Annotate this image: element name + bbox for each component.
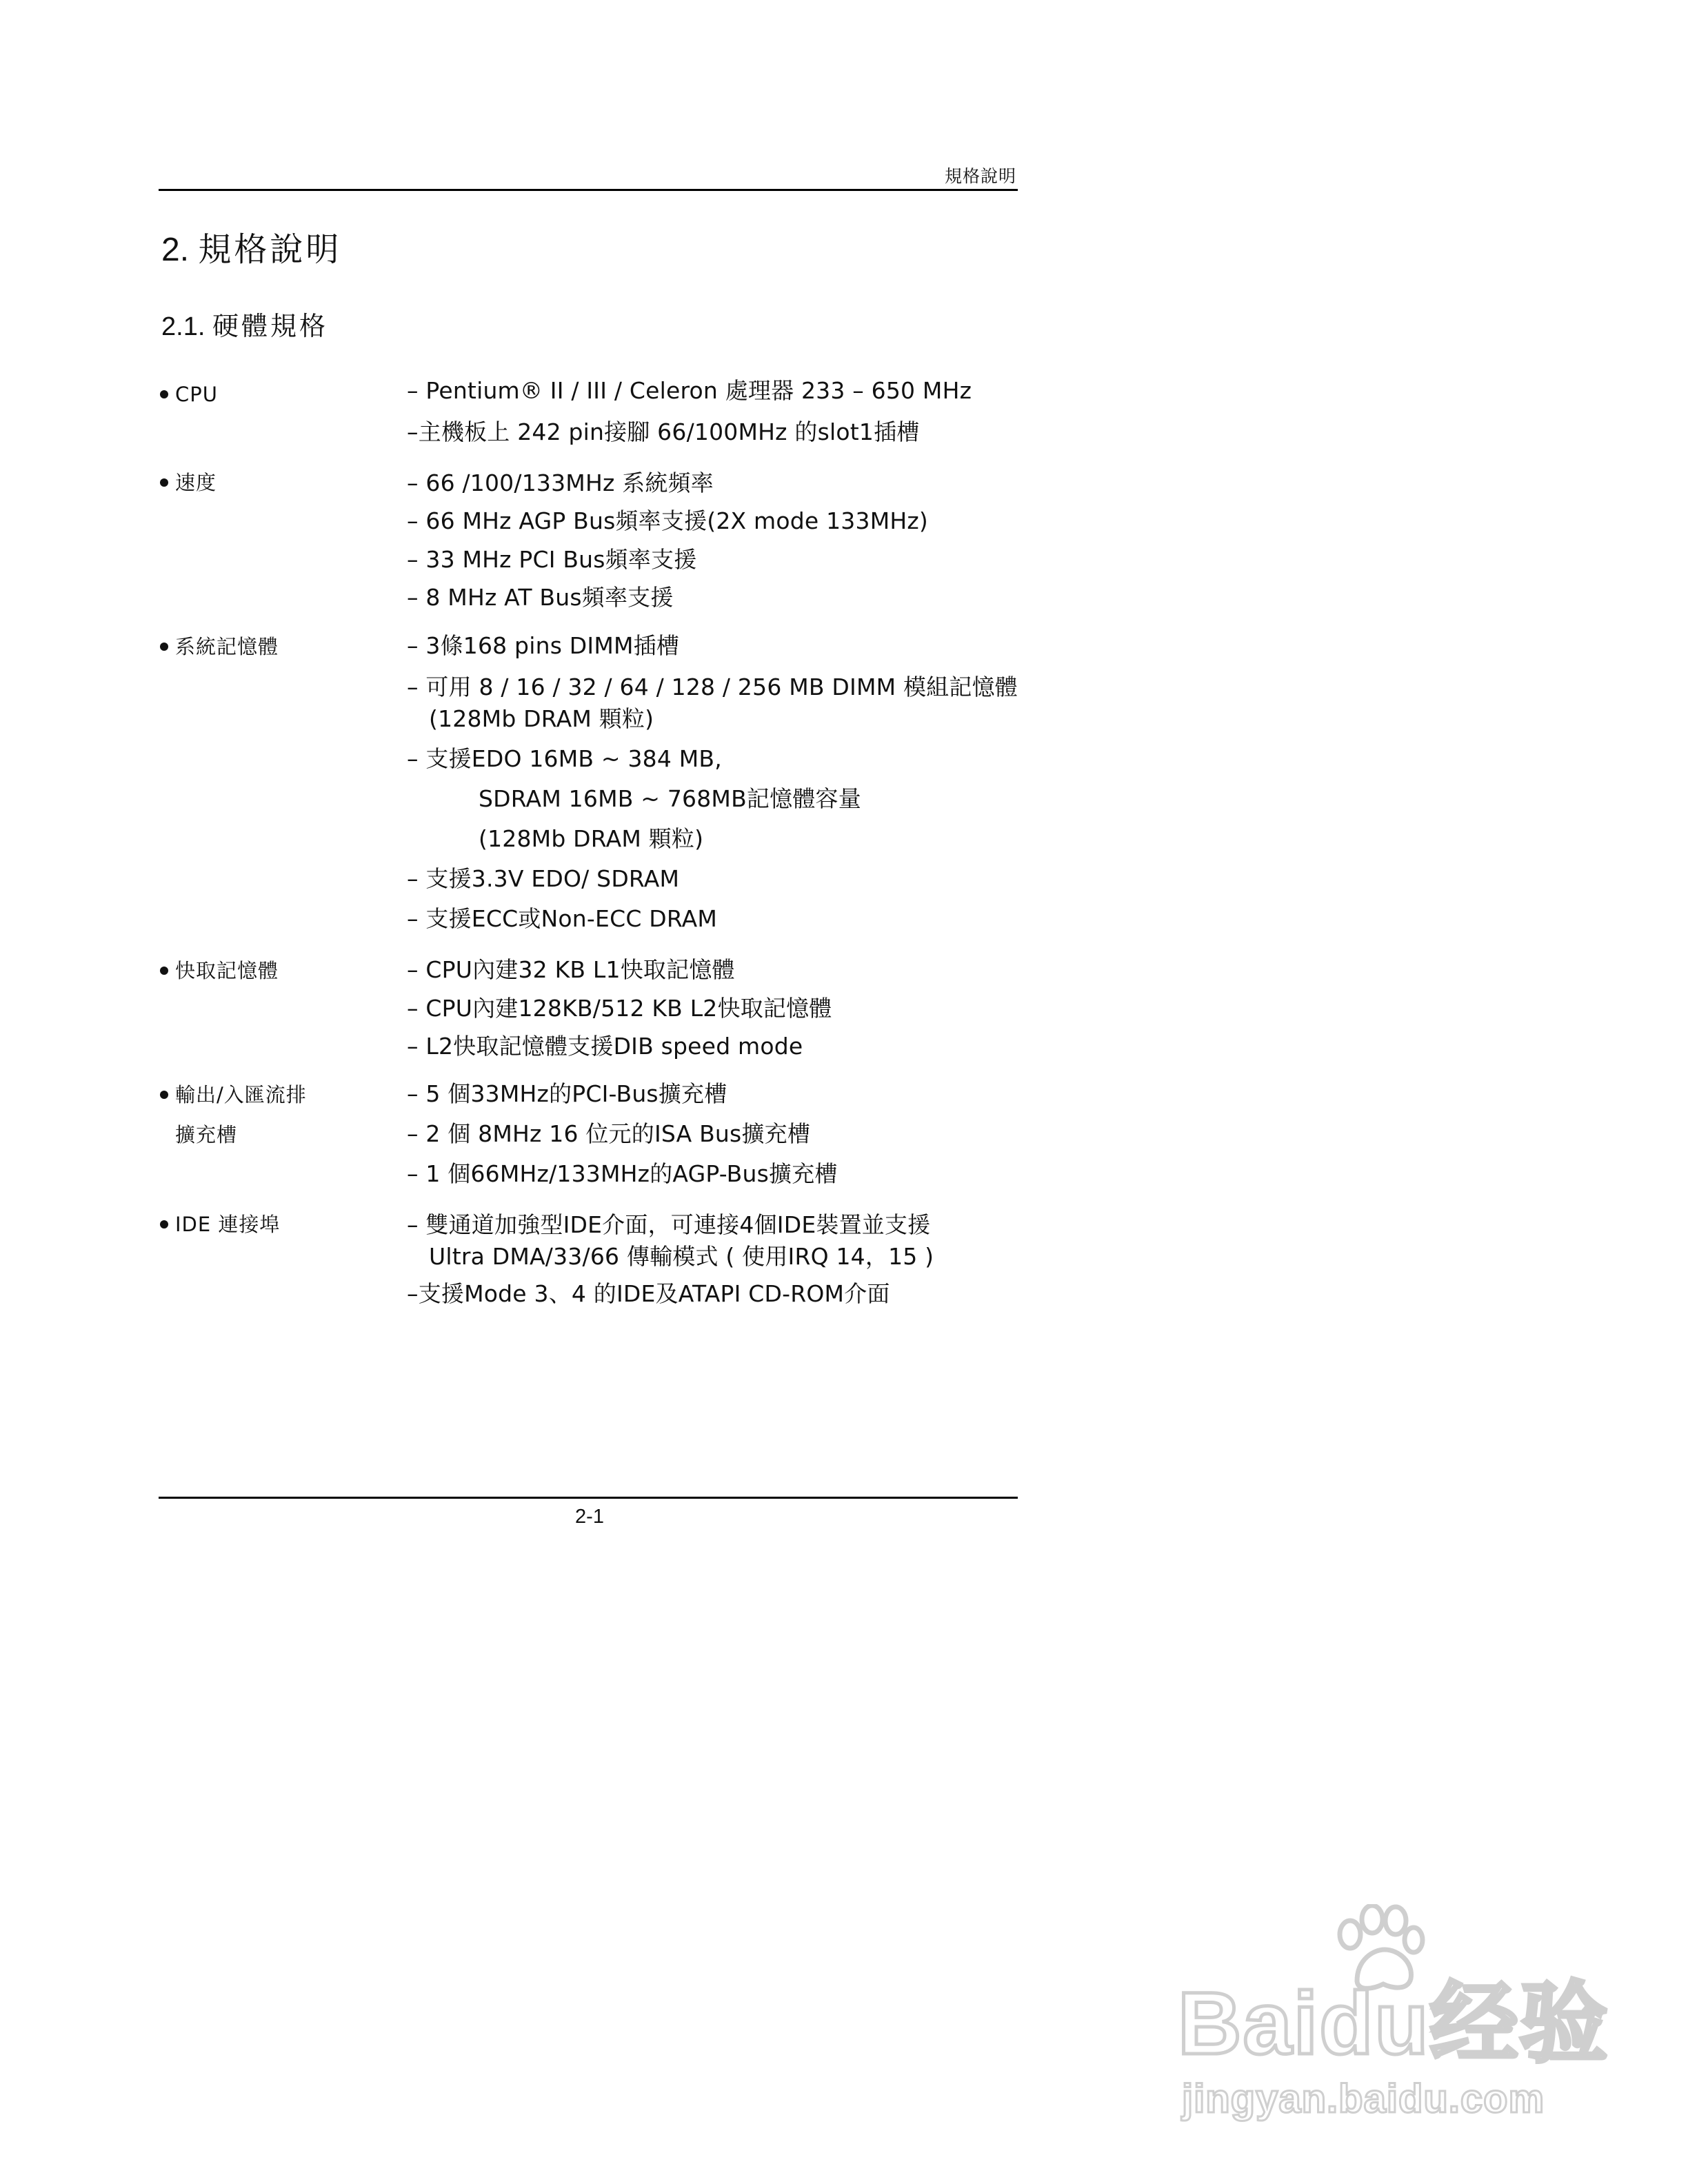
spec-label-text: 系統記憶體 [175, 635, 279, 658]
section-number: 2.1. [161, 312, 205, 341]
spec-line: – 2 個 8MHz 16 位元的ISA Bus擴充槽 [407, 1120, 811, 1147]
watermark-brand: Baidu经验 [1178, 1974, 1609, 2073]
bullet-icon [160, 643, 168, 651]
spec-line [407, 671, 1018, 735]
section-title [161, 309, 328, 344]
spec-line: – Pentium® II / III / Celeron 處理器 233 – 650 MHz [407, 377, 972, 404]
spec-line: – 8 MHz AT Bus頻率支援 [407, 584, 674, 611]
running-header: 規格說明 [944, 166, 1016, 186]
bullet-icon [160, 1220, 168, 1228]
spec-line-first: – 可用 8 / 16 / 32 / 64 / 128 / 256 MB DIMM 模組記憶體 [407, 674, 1018, 700]
spec-line: (128Mb DRAM 顆粒) [479, 825, 704, 852]
spec-line: – 1 個66MHz/133MHz的AGP-Bus擴充槽 [407, 1160, 838, 1187]
bullet-icon [160, 390, 168, 398]
chapter-heading-text: 規格說明 [198, 230, 342, 269]
spec-label-text: 輸出/入匯流排 [175, 1083, 307, 1106]
chapter-number: 2. [161, 232, 190, 268]
spec-label-cpu [160, 381, 218, 408]
spec-line: – L2快取記憶體支援DIB speed mode [407, 1033, 803, 1060]
spec-label-ide-port [160, 1211, 280, 1238]
bullet-icon [160, 478, 168, 487]
spec-line: – 支援ECC或Non-ECC DRAM [407, 905, 718, 932]
spec-line: – 66 MHz AGP Bus頻率支援(2X mode 133MHz) [407, 507, 928, 534]
spec-line: – 66 /100/133MHz 系統頻率 [407, 469, 714, 496]
spec-line: – 支援3.3V EDO/ SDRAM [407, 865, 680, 892]
spec-label-io-bus [160, 1081, 307, 1149]
spec-label-text: 速度 [175, 471, 217, 494]
spec-line-second: (128Mb DRAM 顆粒) [429, 705, 654, 732]
watermark-url: jingyan.baidu.com [1182, 2076, 1545, 2121]
spec-line: – 33 MHz PCI Bus頻率支援 [407, 546, 697, 573]
spec-label-text: CPU [175, 383, 218, 406]
footer-rule [159, 1497, 1018, 1499]
baidu-watermark [1178, 1904, 1609, 2138]
spec-line-second: Ultra DMA/33/66 傳輸模式 ( 使用IRQ 14，15 ) [429, 1243, 934, 1270]
spec-line: – 5 個33MHz的PCI-Bus擴充槽 [407, 1080, 727, 1107]
header-rule [159, 189, 1018, 191]
page-number: 2-1 [575, 1506, 604, 1528]
spec-line: – CPU內建32 KB L1快取記憶體 [407, 956, 735, 983]
spec-label-text: IDE 連接埠 [175, 1213, 281, 1236]
spec-line: –主機板上 242 pin接腳 66/100MHz 的slot1插槽 [407, 418, 920, 445]
section-heading-text: 硬體規格 [212, 311, 328, 341]
bullet-icon [160, 1091, 168, 1099]
spec-line: – CPU內建128KB/512 KB L2快取記憶體 [407, 995, 832, 1022]
spec-line: –支援Mode 3、4 的IDE及ATAPI CD-ROM介面 [407, 1280, 890, 1307]
spec-label-speed [160, 469, 217, 496]
spec-label-cache-memory [160, 957, 279, 984]
spec-line: – 3條168 pins DIMM插槽 [407, 632, 680, 659]
chapter-title [161, 228, 341, 272]
bullet-icon [160, 967, 168, 975]
spec-label-text: 快取記憶體 [175, 959, 279, 982]
spec-line: SDRAM 16MB ~ 768MB記憶體容量 [479, 785, 861, 812]
spec-line [407, 1209, 934, 1273]
spec-line: – 支援EDO 16MB ~ 384 MB, [407, 745, 722, 772]
spec-label-system-memory [160, 633, 279, 660]
spec-label-continuation: 擴充槽 [175, 1123, 238, 1146]
spec-line-first: – 雙通道加強型IDE介面，可連接4個IDE裝置並支援 [407, 1211, 931, 1238]
